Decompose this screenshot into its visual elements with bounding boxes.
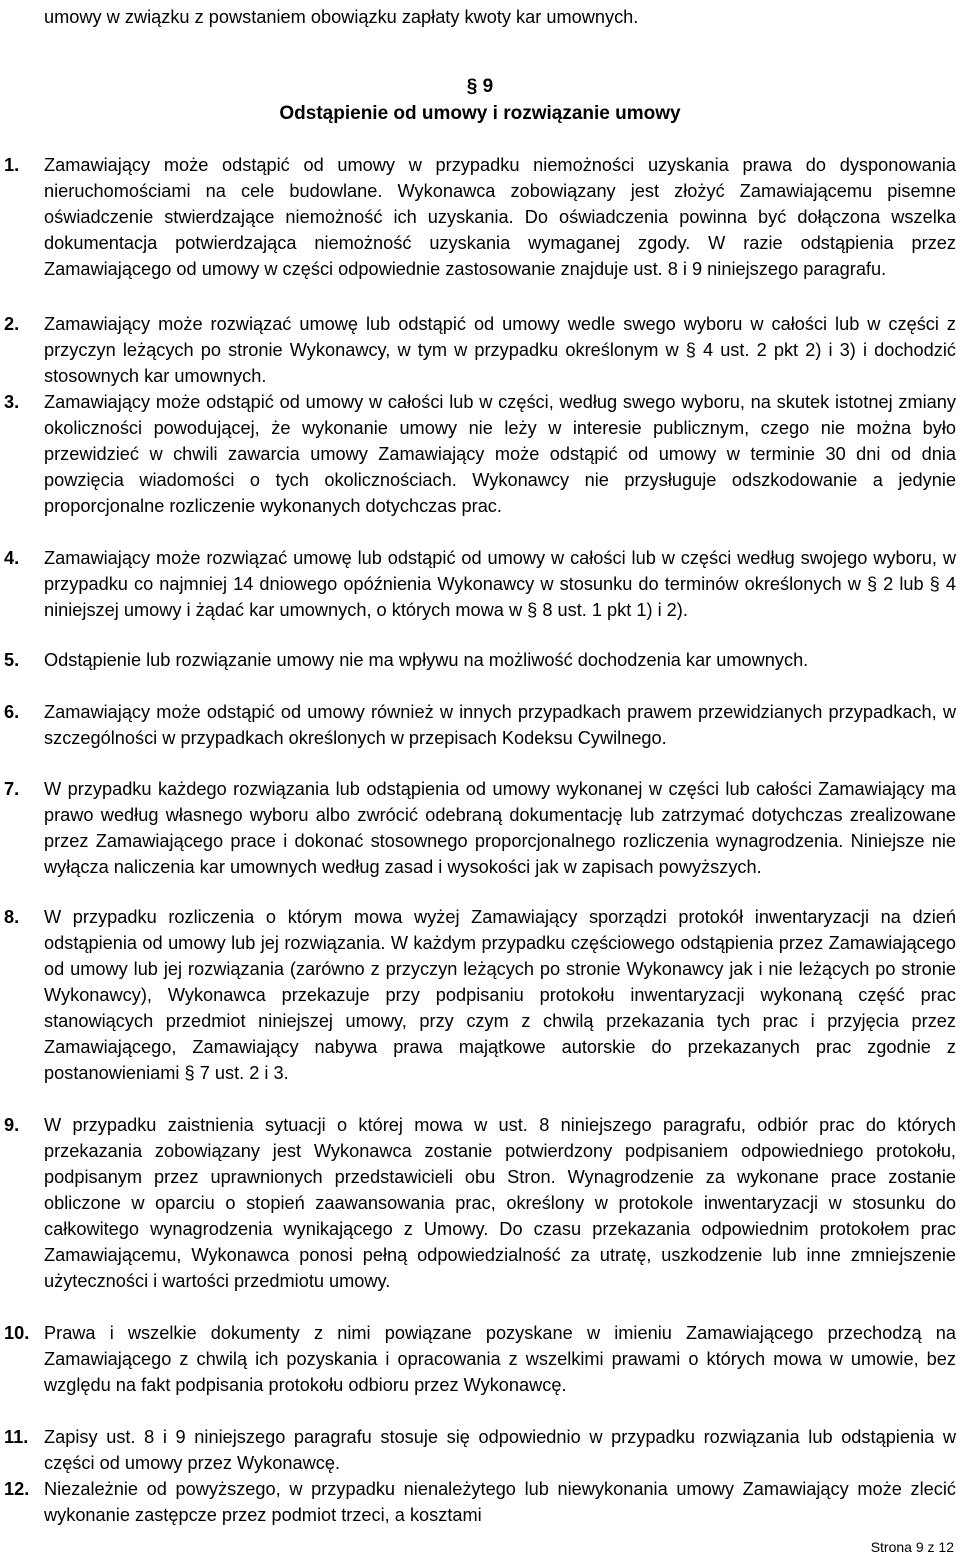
item-number: 5.: [4, 650, 20, 670]
item-text: Prawa i wszelkie dokumenty z nimi powiązane pozyskane w imieniu Zamawiającego przechodzą na Zamawiającego z chwilą ich pozyskania i opracowania z wszelkimi prawami o których mowa w umowie, bez względu na fakt podpisania protokołu odbioru przez Wykonawcę.: [44, 1323, 956, 1395]
item-number: 1.: [4, 155, 20, 175]
item-text: Niezależnie od powyższego, w przypadku nienależytego lub niewykonania umowy Zamawiający może zlecić wykonanie zastępcze przez podmiot trzeci, a kosztami: [44, 1479, 956, 1525]
footer-label: Strona: [870, 1539, 912, 1555]
item-number: 2.: [4, 314, 20, 334]
item-text: Zapisy ust. 8 i 9 niniejszego paragrafu stosuje się odpowiednio w przypadku rozwiązania lub odstąpienia w części od umowy przez Wykonawcę.: [44, 1427, 956, 1473]
footer-separator: z: [927, 1539, 935, 1555]
item-number: 9.: [4, 1115, 20, 1135]
item-number: 4.: [4, 548, 20, 568]
item-number: 10.: [4, 1323, 30, 1343]
item-number: 7.: [4, 779, 20, 799]
item-number: 8.: [4, 907, 20, 927]
section-title: Odstąpienie od umowy i rozwiązanie umowy: [279, 103, 681, 124]
item-text: Zamawiający może odstąpić od umowy również w innych przypadkach prawem przewidzianych przypadkach, w szczególności w przypadkach określonych w przepisach Kodeksu Cywilnego.: [44, 702, 956, 748]
page-footer: [871, 1538, 954, 1556]
footer-total-pages: 12: [938, 1539, 954, 1555]
item-number: 6.: [4, 702, 20, 722]
item-text: W przypadku każdego rozwiązania lub odstąpienia od umowy wykonanej w części lub całości Zamawiający ma prawo według własnego wyboru albo zwrócić odebraną dokumentację lub zatrzymać dotychczas zrealizowane przez Zamawiającego prace i dokonać stosownego proporcjonalnego rozliczenia wynagrodzenia. Niniejsze nie wyłącza naliczenia kar umownych według zasad i wysokości jak w zapisach powyższych.: [44, 779, 956, 877]
item-text: Odstąpienie lub rozwiązanie umowy nie ma wpływu na możliwość dochodzenia kar umownych.: [44, 650, 809, 670]
item-text: Zamawiający może rozwiązać umowę lub odstąpić od umowy w całości lub w części według swojego wyboru, w przypadku co najmniej 14 dniowego opóźnienia Wykonawcy w stosunku do terminów określonych w § 2 lub § 4 niniejszej umowy i żądać kar umownych, o których mowa w § 8 ust. 1 pkt 1) i 2).: [44, 548, 956, 620]
item-number: 3.: [4, 392, 20, 412]
footer-current-page: 9: [915, 1539, 924, 1555]
item-text: W przypadku rozliczenia o którym mowa wyżej Zamawiający sporządzi protokół inwentaryzacji na dzień odstąpienia od umowy lub jej rozwiązania. W każdym przypadku częściowego odstąpienia przez Zamawiającego od umowy lub jej rozwiązania (zarówno z przyczyn leżących po stronie Wykonawcy jak i nie leżących po stronie Wykonawcy), Wykonawca przekazuje przy podpisaniu protokołu inwentaryzacji wykonaną część prac stanowiących przedmiot niniejszej umowy, przy czym z chwilą przekazania tych prac i przyjęcia przez Zamawiającego, Zamawiający nabywa prawa majątkowe autorskie do przekazanych prac zgodnie z postanowieniami § 7 ust. 2 i 3.: [44, 907, 956, 1083]
item-number: 12.: [4, 1479, 30, 1499]
item-number: 11.: [4, 1427, 29, 1447]
item-text: Zamawiający może odstąpić od umowy w całości lub w części, według swego wyboru, na skutek istotnej zmiany okoliczności powodującej, że wykonanie umowy nie leży w interesie publicznym, czego nie można było przewidzieć w chwili zawarcia umowy Zamawiający może odstąpić od umowy w terminie 30 dni od dnia powzięcia wiadomości o tych okolicznościach. Wykonawcy nie przysługuje odszkodowanie a jedynie proporcjonalne rozliczenie wykonanych dotychczas prac.: [44, 392, 956, 516]
item-text: Zamawiający może rozwiązać umowę lub odstąpić od umowy wedle swego wyboru w całości lub w części z przyczyn leżących po stronie Wykonawcy, w tym w przypadku określonym w § 4 ust. 2 pkt 2) i 3) i dochodzić stosownych kar umownych.: [44, 314, 956, 386]
item-text: Zamawiający może odstąpić od umowy w przypadku niemożności uzyskania prawa do dysponowania nieruchomościami na cele budowlane. Wykonawca zobowiązany jest złożyć Zamawiającemu pisemne oświadczenie stwierdzające niemożność ich uzyskania. Do oświadczenia powinna być dołączona wszelka dokumentacja potwierdzająca niemożność uzyskania wymaganej zgody. W razie odstąpienia przez Zamawiającego od umowy w części odpowiednie zastosowanie znajduje ust. 8 i 9 niniejszego paragrafu.: [44, 155, 956, 279]
item-text: W przypadku zaistnienia sytuacji o której mowa w ust. 8 niniejszego paragrafu, odbiór prac do których przekazania zobowiązany jest Wykonawca zostanie potwierdzony podpisaniem odpowiedniego protokołu, podpisanym przez uprawnionych przedstawicieli obu Stron. Wynagrodzenie za wykonane prace zostanie obliczone w oparciu o stopień zaawansowania prac, określony w protokole inwentaryzacji w stosunku do całkowitego wynagrodzenia wynikającego z Umowy. Do czasu przekazania odpowiednim protokołem prac Zamawiającemu, Wykonawca ponosi pełną odpowiedzialność za utratę, uszkodzenie lub inne zmniejszenie użyteczności i wartości przedmiotu umowy.: [44, 1115, 956, 1291]
section-number: § 9: [466, 76, 494, 97]
intro-line: umowy w związku z powstaniem obowiązku zapłaty kwoty kar umownych.: [44, 7, 639, 27]
